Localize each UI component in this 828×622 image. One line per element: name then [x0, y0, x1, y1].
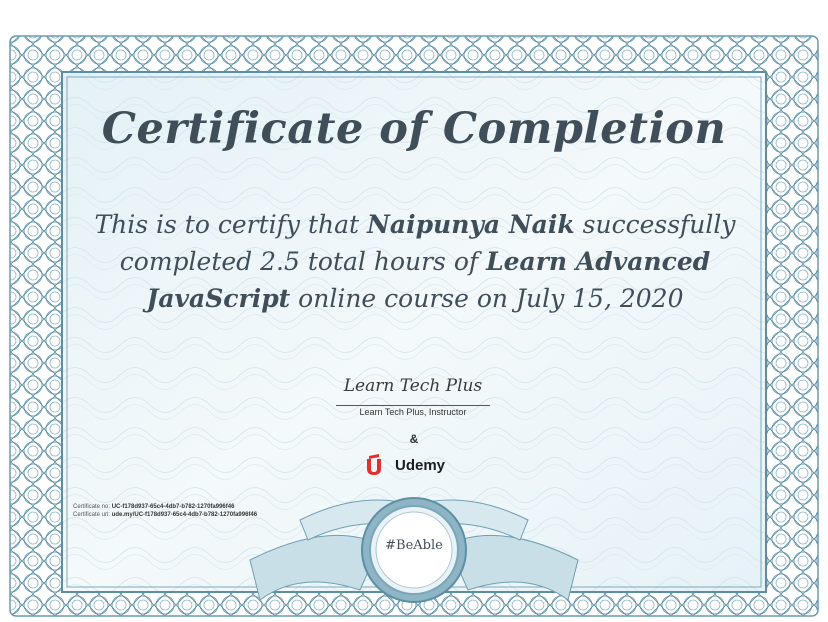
- instructor-caption: Learn Tech Plus, Instructor: [359, 407, 467, 417]
- certification-statement: [70, 206, 760, 317]
- cert-no-label: Certificate no:: [73, 504, 112, 510]
- signature-line: [336, 405, 490, 406]
- course-name: Learn Advanced JavaScript: [146, 247, 711, 313]
- certificate-meta: [73, 503, 257, 519]
- ampersand: &: [409, 432, 419, 446]
- page-title: Certificate of Completion: [101, 104, 727, 154]
- statement-text: total hours of: [299, 247, 487, 276]
- udemy-u-icon: [364, 453, 390, 477]
- statement-text: successfully completed: [119, 210, 736, 276]
- beable-seal-text: #BeAble: [385, 538, 443, 553]
- statement-text: online course on: [290, 284, 516, 313]
- cert-url-value[interactable]: ude.my/UC-f178d937-65c4-4db7-b782-1270fa996f46: [111, 512, 258, 518]
- cert-url-label: Certificate url:: [73, 512, 112, 518]
- udemy-brand: Udemy: [395, 456, 446, 474]
- recipient-name: Naipunya Naik: [367, 210, 575, 239]
- udemy-logo: [364, 452, 445, 478]
- cert-no-value: UC-f178d937-65c4-4db7-b782-1270fa996f46: [111, 504, 235, 510]
- course-hours: 2.5: [260, 247, 300, 276]
- intro-text: This is to certify that: [94, 210, 368, 239]
- instructor-signature: Learn Tech Plus: [343, 376, 483, 396]
- completion-date: July 15, 2020: [515, 284, 684, 313]
